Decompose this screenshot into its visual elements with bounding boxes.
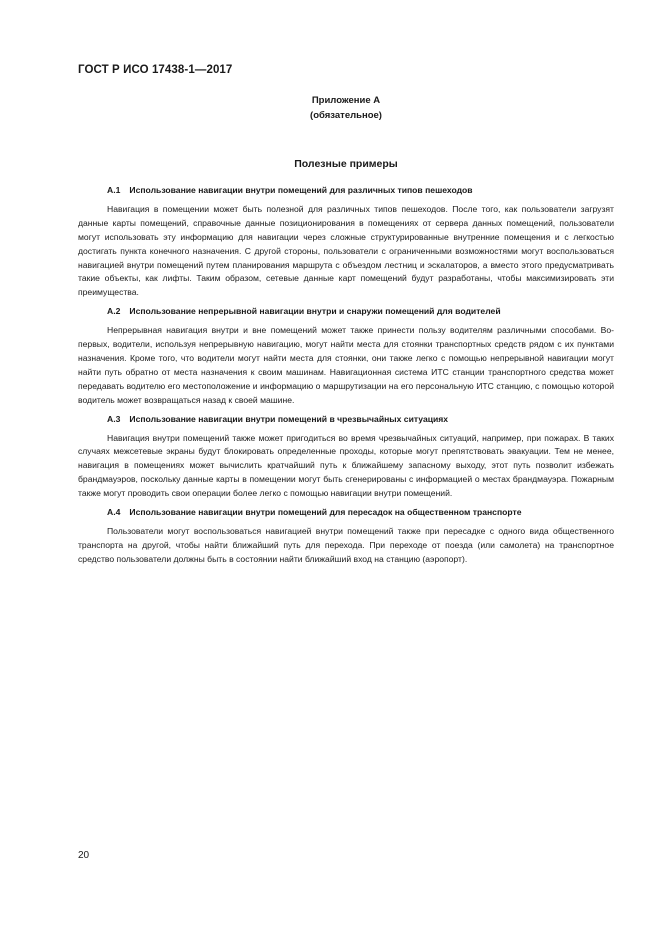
section-a4 [78, 506, 614, 567]
annex-title: Приложение А [311, 95, 381, 106]
section-heading-text: Использование навигации внутри помещений для пересадок на общественном транспорте [129, 507, 522, 518]
section-paragraph: Навигация внутри помещений также может пригодиться во время чрезвычайных ситуаций, например, при пожарах. В таких случаях межсетевые экраны будут блокировать определенные проходы, которые могут препятствовать эвакуации. Тем не менее, навигация в помещениях может вычислить кратчайший путь к ближайшему запасному выходу, этот путь позволит избежать брандмауэров, поскольку данные карты в помещении могут быть сгенерированы с информацией о местах брандмауэра. Пожарным также могут проводить свои операции более легко с помощью навигации внутри помещений. [78, 432, 614, 499]
section-number: А.3 [107, 413, 121, 424]
section-heading-text: Использование навигации внутри помещений для различных типов пешеходов [129, 185, 473, 195]
section-heading [78, 305, 614, 319]
section-a3 [78, 413, 614, 501]
section-a2 [78, 305, 614, 407]
section-heading [78, 506, 614, 520]
section-title: Полезные примеры [294, 158, 398, 170]
section-heading-text: Использование непрерывной навигации внутри и снаружи помещений для водителей [129, 306, 501, 317]
section-heading [78, 184, 614, 198]
page-number: 20 [78, 850, 90, 861]
section-number: А.2 [107, 306, 121, 317]
section-heading [78, 413, 614, 427]
section-paragraph: Непрерывная навигация внутри и вне помещений может также принести пользу водителям различными способами. Во-первых, водители, используя непрерывную навигацию, могут найти места для стоянки транспортных средств рядом с их пунктами назначения. Кроме того, что водители могут найти места для стоянки, они также легко с помощью непрерывной навигации могут найти путь обратно от места назначения к своим машинам. Навигационная система ИТС станции транспортного средства может передавать водителю его местоположение и информацию о маршрутизации на его персональную ИТС станцию, с помощью которой водитель может возвращаться назад к своей машине. [78, 325, 614, 405]
section-paragraph: Пользователи могут воспользоваться навигацией внутри помещений также при пересадке с одного вида общественного транспорта на другой, чтобы найти ближайший путь для перехода. При переходе от поезда (или самолета) на транспортное средство пользователи должны быть в состоянии найти ближайший вход на станцию (аэропорт). [78, 525, 614, 564]
section-a1 [78, 184, 614, 300]
section-number: А.1 [107, 185, 121, 195]
section-heading-text: Использование навигации внутри помещений в чрезвычайных ситуациях [129, 413, 449, 424]
section-paragraph: Навигация в помещении может быть полезной для различных типов пешеходов. После того, как пользователи загрузят данные карты помещений, справочные данные позиционирования в помещениях от сервера данных помещений, пользователи могут использовать эту информацию для навигации через сложные структурированные внутренние помещения и с легкостью достигать пункта конечного назначения. С другой стороны, пользователи с ограниченными возможностями могут воспользоваться навигацией внутри помещений путем планирования маршрута с объездом лестниц и эскалаторов, а вместо этого предусматривать такие объекты, как лифты. Таким образом, сетевые данные карт помещений будут разработаны, чтобы максимизировать эти преимущества. [78, 203, 614, 298]
section-number: А.4 [107, 507, 121, 518]
standard-designation: ГОСТ Р ИСО 17438-1—2017 [78, 64, 233, 76]
annex-block [246, 93, 446, 123]
annex-type: (обязательное) [310, 110, 382, 121]
document-body [78, 184, 614, 572]
